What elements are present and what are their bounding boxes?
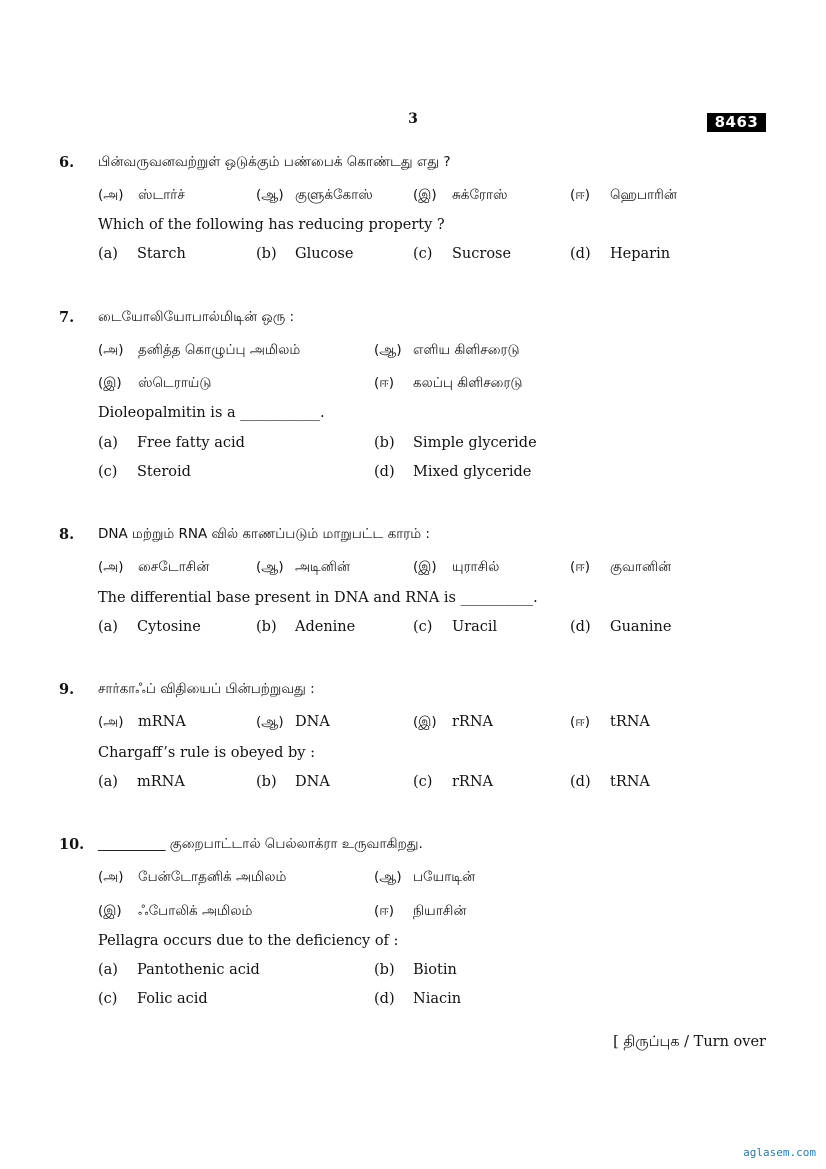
option-label: (a) bbox=[98, 619, 118, 635]
option-text: mRNA bbox=[137, 774, 185, 790]
option-text: சைடோசின் bbox=[138, 559, 210, 575]
question-number: 7. bbox=[59, 309, 75, 326]
option-text: Cytosine bbox=[137, 619, 201, 635]
option-text: யுராசில் bbox=[452, 559, 500, 575]
option-label: (ஈ) bbox=[570, 187, 591, 203]
option-label: (c) bbox=[413, 619, 433, 635]
option-label: (ஈ) bbox=[570, 714, 591, 730]
option-text: DNA bbox=[295, 714, 330, 730]
question-number: 6. bbox=[59, 154, 75, 171]
question-tamil: சார்காஃப் விதியைப் பின்பற்றுவது : bbox=[98, 681, 315, 697]
option-label: (ஈ) bbox=[374, 375, 395, 391]
option-label: (a) bbox=[98, 435, 118, 451]
option-text: Folic acid bbox=[137, 991, 208, 1007]
option-label: (b) bbox=[256, 774, 277, 790]
option-text: எளிய கிளிசரைடு bbox=[413, 342, 520, 358]
question-english: Pellagra occurs due to the deficiency of : bbox=[98, 933, 399, 949]
option-label: (b) bbox=[374, 435, 395, 451]
option-text: ஸ்டெராய்டு bbox=[138, 375, 212, 391]
option-label: (a) bbox=[98, 774, 118, 790]
option-text: அடினின் bbox=[295, 559, 350, 575]
option-label: (b) bbox=[256, 619, 277, 635]
option-text: Pantothenic acid bbox=[137, 962, 260, 978]
option-label: (ஆ) bbox=[256, 187, 284, 203]
option-text: Sucrose bbox=[452, 246, 512, 262]
option-text: குவானின் bbox=[610, 559, 672, 575]
option-text: Biotin bbox=[413, 962, 457, 978]
option-text: பேன்டோதனிக் அமிலம் bbox=[138, 869, 287, 885]
option-text: குளுக்கோஸ் bbox=[295, 187, 373, 203]
option-text: rRNA bbox=[452, 774, 494, 790]
option-text: Niacin bbox=[413, 991, 462, 1007]
option-label: (ஆ) bbox=[374, 869, 402, 885]
question-english: Which of the following has reducing property ? bbox=[98, 217, 445, 233]
option-label: (c) bbox=[98, 464, 118, 480]
question-number: 9. bbox=[59, 681, 75, 698]
option-text: சுக்ரோஸ் bbox=[452, 187, 508, 203]
option-label: (அ) bbox=[98, 714, 124, 730]
option-text: ஃபோலிக் அமிலம் bbox=[138, 903, 253, 919]
option-text: mRNA bbox=[138, 714, 186, 730]
question-english: The differential base present in DNA and RNA is __________. bbox=[98, 590, 538, 606]
question-tamil: டையோலியோபால்மிடின் ஒரு : bbox=[98, 309, 295, 325]
question-tamil: பின்வருவனவற்றுள் ஒடுக்கும் பண்பைக் கொண்டது எது ? bbox=[98, 154, 451, 170]
option-text: நியாசின் bbox=[413, 903, 467, 919]
option-label: (d) bbox=[570, 774, 591, 790]
question-english: Dioleopalmitin is a ___________. bbox=[98, 405, 325, 421]
option-label: (இ) bbox=[413, 187, 437, 203]
option-text: Mixed glyceride bbox=[413, 464, 532, 480]
option-label: (d) bbox=[374, 991, 395, 1007]
option-label: (அ) bbox=[98, 559, 124, 575]
option-text: DNA bbox=[295, 774, 330, 790]
option-label: (d) bbox=[570, 246, 591, 262]
option-text: Adenine bbox=[295, 619, 356, 635]
option-label: (ஆ) bbox=[256, 714, 284, 730]
option-text: tRNA bbox=[610, 774, 650, 790]
option-text: ஸ்டார்ச் bbox=[138, 187, 185, 203]
option-label: (இ) bbox=[98, 903, 122, 919]
option-label: (ஆ) bbox=[256, 559, 284, 575]
option-text: Guanine bbox=[610, 619, 672, 635]
option-label: (ஆ) bbox=[374, 342, 402, 358]
option-text: rRNA bbox=[452, 714, 494, 730]
page-number: 3 bbox=[408, 111, 418, 127]
option-label: (a) bbox=[98, 246, 118, 262]
option-label: (இ) bbox=[413, 714, 437, 730]
option-label: (d) bbox=[374, 464, 395, 480]
option-label: (அ) bbox=[98, 187, 124, 203]
option-text: Starch bbox=[137, 246, 186, 262]
option-label: (b) bbox=[374, 962, 395, 978]
option-text: Heparin bbox=[610, 246, 671, 262]
question-number: 10. bbox=[59, 836, 85, 853]
turn-over-note: [ திருப்புக / Turn over bbox=[613, 1034, 766, 1050]
option-text: Glucose bbox=[295, 246, 354, 262]
option-text: tRNA bbox=[610, 714, 650, 730]
option-label: (ஈ) bbox=[570, 559, 591, 575]
option-label: (c) bbox=[98, 991, 118, 1007]
option-text: Free fatty acid bbox=[137, 435, 245, 451]
option-text: தனித்த கொழுப்பு அமிலம் bbox=[138, 342, 301, 358]
watermark: aglasem.com bbox=[743, 1146, 816, 1159]
option-label: (d) bbox=[570, 619, 591, 635]
option-label: (அ) bbox=[98, 342, 124, 358]
question-english: Chargaff’s rule is obeyed by : bbox=[98, 745, 315, 761]
question-tamil: __________ குறைபாட்டால் பெல்லாக்ரா உருவாகிறது. bbox=[98, 836, 423, 852]
option-text: Simple glyceride bbox=[413, 435, 537, 451]
option-label: (c) bbox=[413, 246, 433, 262]
question-number: 8. bbox=[59, 526, 75, 543]
question-tamil: DNA மற்றும் RNA வில் காணப்படும் மாறுபட்ட காரம் : bbox=[98, 526, 430, 542]
option-text: பயோடின் bbox=[413, 869, 476, 885]
option-label: (இ) bbox=[98, 375, 122, 391]
option-text: கலப்பு கிளிசரைடு bbox=[413, 375, 523, 391]
option-text: Steroid bbox=[137, 464, 191, 480]
option-text: ஹெபாரின் bbox=[610, 187, 677, 203]
option-label: (a) bbox=[98, 962, 118, 978]
option-label: (அ) bbox=[98, 869, 124, 885]
option-label: (b) bbox=[256, 246, 277, 262]
paper-code-badge: 8463 bbox=[707, 113, 766, 132]
option-text: Uracil bbox=[452, 619, 498, 635]
option-label: (இ) bbox=[413, 559, 437, 575]
option-label: (c) bbox=[413, 774, 433, 790]
option-label: (ஈ) bbox=[374, 903, 395, 919]
